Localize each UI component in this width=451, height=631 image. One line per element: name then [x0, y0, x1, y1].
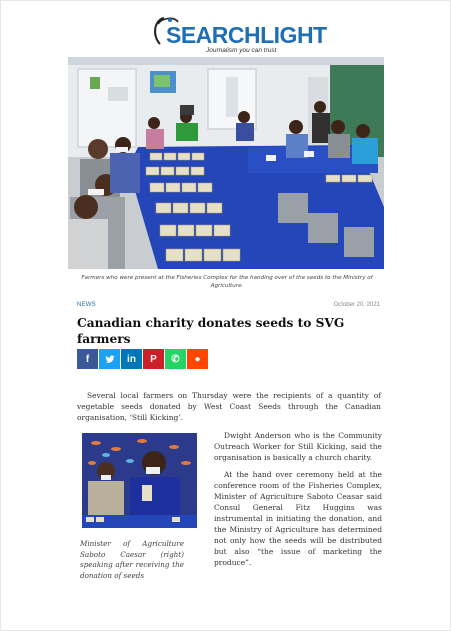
share-whatsapp-button[interactable]: [165, 349, 186, 369]
share-facebook-button[interactable]: [77, 349, 98, 369]
inset-caption: Minister of Agriculture Saboto Caesar (right) speaking after receiving the donation of seeds: [80, 539, 184, 580]
article-title: Canadian charity donates seeds to SVG farmers: [77, 316, 345, 346]
inset-photo: [82, 433, 197, 528]
article-body-column: [214, 430, 382, 574]
hero-photo: [68, 57, 384, 269]
logo-wordmark: SEARCHLIGHT: [166, 22, 327, 48]
hero-caption: Farmers who were present at the Fisheries Complex for the handing over of the seeds to the Ministry of Agriculture.: [81, 275, 373, 289]
whatsapp-icon: ✆: [171, 353, 180, 365]
hero-photo-illustration: [68, 57, 384, 269]
share-twitter-button[interactable]: [99, 349, 120, 369]
share-reddit-button[interactable]: [187, 349, 208, 369]
share-linkedin-button[interactable]: [121, 349, 142, 369]
logo-tagline: Journalism you can trust: [206, 47, 277, 54]
twitter-icon: [105, 355, 115, 364]
reddit-icon: ●: [194, 353, 201, 365]
inset-photo-illustration: [82, 433, 197, 528]
facebook-icon: f: [85, 353, 90, 365]
share-bar: [77, 349, 208, 369]
paragraph-3: At the hand over ceremony held at the conference room of the Fisheries Complex, Minister of Agriculture Saboto Ceasar said Consul General Fitz Huggins was instrumental in initiating the donation, and the Ministry of Agriculture has determined not only how the seeds will be distributed but also “the issue of marketing the produce”.: [214, 470, 382, 567]
pinterest-icon: P: [150, 353, 157, 365]
paragraph-2: Dwight Anderson who is the Community Outreach Worker for Still Kicking, said the organisation is basically a church charity.: [214, 431, 382, 462]
article-meta: [77, 302, 380, 308]
publish-date: October 20, 2021: [333, 302, 380, 308]
share-pinterest-button[interactable]: [143, 349, 164, 369]
site-logo[interactable]: [150, 14, 327, 56]
linkedin-icon: in: [127, 353, 136, 365]
category-link[interactable]: NEWS: [77, 302, 96, 308]
paragraph-intro: Several local farmers on Thursday were the recipients of a quantity of vegetable seeds donated by West Coast Seeds through the Canadian organisation, ‘Still Kicking’.: [77, 391, 381, 422]
